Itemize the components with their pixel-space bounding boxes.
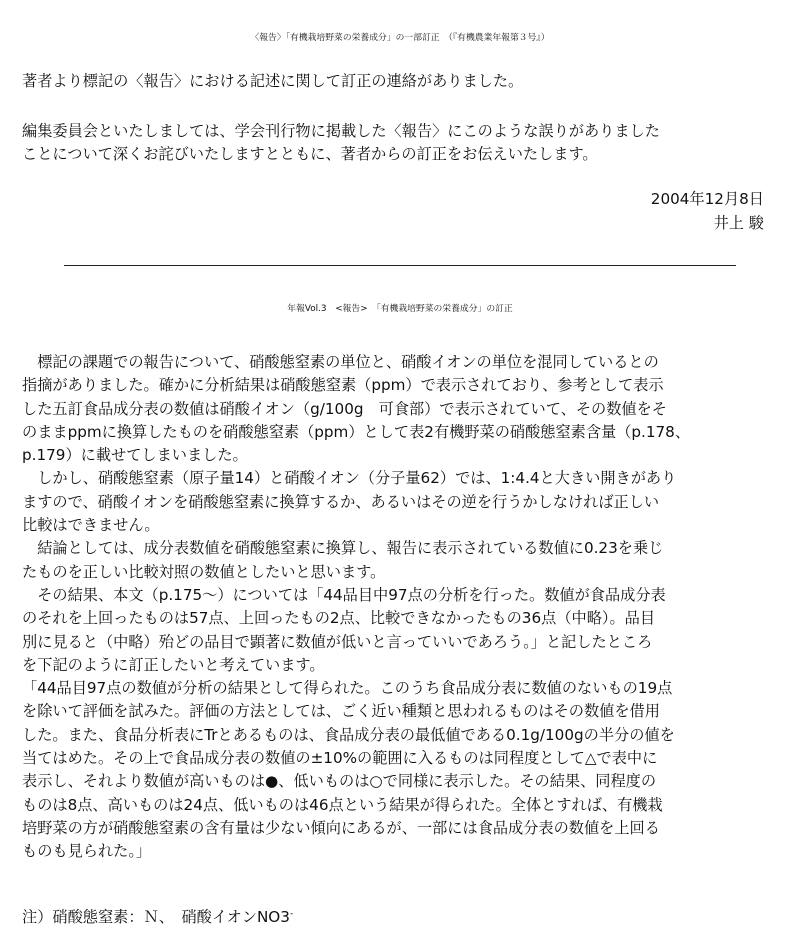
body-line: 比較はできません。	[22, 516, 160, 535]
body-line: 表示し、それより数値が高いものは●、低いものは○で同様に表示した。その結果、同程度の	[22, 772, 657, 791]
body-line: した。また、食品分析表にTrとあるものは、食品成分表の最低値である0.1g/100gの半分の値を	[22, 725, 675, 744]
body-line: 「44品目97点の数値が分析の結果として得られた。このうち食品成分表に数値のないもの19点	[22, 679, 673, 698]
body-line: 当てはめた。その上で食品成分表の数値の±10%の範囲に入るものは同程度として△で表中に	[22, 749, 658, 768]
body-line: ものも見られた。」	[22, 842, 152, 861]
body-line: 指摘がありました。確かに分析結果は硝酸態窒素（ppm）で表示されており、参考として表示	[22, 376, 664, 395]
notice-text: 著者より標記の〈報告〉における記述に関して訂正の連絡がありました。	[22, 72, 524, 90]
footnote	[22, 903, 293, 929]
correction-title: 年報Vol.3 <報告> 「有機栽培野菜の栄養成分」の訂正	[287, 304, 513, 314]
body-line: した五訂食品成分表の数値は硝酸イオン（g/100g 可食部）で表示されていて、その数値をそ	[22, 399, 667, 418]
body-line: のそれを上回ったものは57点、上回ったもの2点、比較できなかったもの36点（中略）。品目	[22, 609, 656, 628]
footnote-text: 注）硝酸態窒素：Ｎ、 硝酸イオンNO3	[22, 908, 290, 926]
body-line: その結果、本文（p.175～）については「44品目中97点の分析を行った。数値が食品成分表	[22, 585, 666, 604]
body-line: しかし、硝酸態窒素（原子量14）と硝酸イオン（分子量62）では、1:4.4と大きい開きがあり	[22, 469, 677, 488]
correction-body	[22, 351, 690, 864]
notice-author: 井上 駿	[713, 214, 764, 232]
page-title: 〈報告〉「有機栽培野菜の栄養成分」の一部訂正 （『有機農業年報第３号』）	[250, 33, 550, 43]
apology-line: 編集委員会といたしましては、学会刊行物に掲載した〈報告〉にこのような誤りがありました	[22, 122, 660, 140]
apology-line: ことについて深くお詫びいたしますとともに、著者からの訂正をお伝えいたします。	[22, 145, 598, 164]
body-line: ものは8点、高いものは24点、低いものは46点という結果が得られた。全体とすれば、有機栽	[22, 795, 663, 814]
notice-date: 2004年12月8日	[650, 190, 764, 208]
body-line: を除いて評価を試みた。評価の方法としては、ごく近い種類と思われるものはその数値を借用	[22, 702, 660, 721]
section-divider	[64, 265, 736, 266]
body-line: を下記のように訂正したいと考えています。	[22, 655, 325, 674]
body-line: たものを正しい比較対照の数値としたいと思います。	[22, 562, 386, 581]
body-line: ますので、硝酸イオンを硝酸態窒素に換算するか、あるいはその逆を行うかしなければ正しい	[22, 492, 660, 511]
body-line: 別に見ると（中略）殆どの品目で顕著に数値が低いと言っていいであろう。」と記したところ	[22, 632, 653, 651]
body-line: 培野菜の方が硝酸態窒素の含有量は少ない傾向にあるが、一部には食品成分表の数値を上回る	[22, 818, 660, 837]
body-line: 標記の課題での報告について、硝酸態窒素の単位と、硝酸イオンの単位を混同しているとの	[22, 353, 659, 371]
body-line: のままppmに換算したものを硝酸態窒素（ppm）として表2有機野菜の硝酸態窒素含量（p.178、	[22, 422, 691, 441]
body-line: 結論としては、成分表数値を硝酸態窒素に換算し、報告に表示されている数値に0.23を乗じ	[22, 539, 664, 558]
body-line: p.179）に載せてしまいました。	[22, 446, 248, 465]
footnote-superscript: -	[289, 909, 294, 919]
